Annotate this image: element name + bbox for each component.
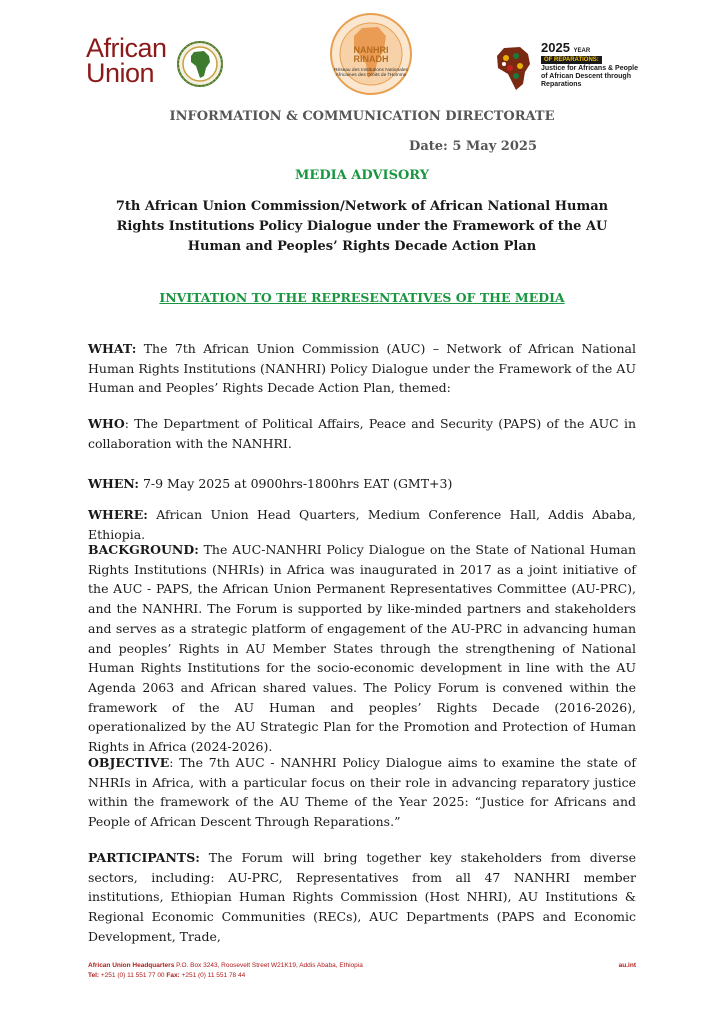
- logo-bar: [0, 12, 724, 92]
- where-section: [88, 505, 636, 544]
- nanhri-logo: [326, 12, 416, 102]
- when-label: WHEN:: [88, 476, 139, 491]
- objective-text: : The 7th AUC - NANHRI Policy Dialogue aims to examine the state of NHRIs in Africa, with a particular focus on their role in advancing reparatory justice within the framework of the AU Theme of the Year 2025: “Justice for Africans and People of African Descent Through Reparations.”: [88, 755, 636, 830]
- african-union-wordmark: African Union: [86, 33, 167, 88]
- who-label: WHO: [88, 416, 125, 431]
- year-of-reparations-logo: [490, 40, 640, 100]
- nanhri-name: NANHRI RINADH: [353, 45, 389, 64]
- advisory-date: Date: 5 May 2025: [409, 139, 537, 154]
- year-bar: OF REPARATIONS:: [541, 56, 602, 64]
- background-text: The AUC-NANHRI Policy Dialogue on the State of National Human Rights Institutions (NHRIs) in Africa was inaugurated in 2017 as a joint initiative of the AUC - PAPS, the African Union Permanent Representatives Committee (AU-PRC), and the NANHRI. The Forum is supported by like-minded partners and stakeholders and serves as a strategic platform of engagement of the AU-PRC in advancing human and peoples’ Rights in AU Member States through the strengthening of National Human Rights Institutions for the socio-economic development in line with the AU Agenda 2063 and African shared values. The Policy Forum is convened within the framework of the AU Human and peoples’ Rights Decade (2016-2026), operationalized by the AU Strategic Plan for the Promotion and Protection of Human Rights in Africa (2024-2026).: [88, 542, 636, 755]
- when-text: 7-9 May 2025 at 0900hrs-1800hrs EAT (GMT+3): [138, 476, 453, 491]
- what-text: The 7th African Union Commission (AUC) – Network of African National Human Rights Institutions (NANHRI) Policy Dialogue under the Framework of the AU Human and Peoples’ Rights Decade Action Plan, themed:: [88, 341, 636, 396]
- footer-address: African Union Headquarters P.O. Box 3243, Roosevelt Street W21K19, Addis Ababa, Ethiopia: [88, 962, 363, 969]
- where-label: WHERE:: [88, 507, 148, 522]
- participants-section: [88, 848, 636, 947]
- year-theme: Justice for Africans & People of African Descent through Reparations: [541, 65, 638, 88]
- african-union-logo: [86, 33, 236, 96]
- page-footer: [88, 961, 636, 981]
- footer-contacts: Tel: +251 (0) 11 551 77 00 Fax: +251 (0) 11 551 78 44: [88, 972, 246, 979]
- event-title: 7th African Union Commission/Network of African National Human Rights Institutions Policy Dialogue under the Framework of the AU Human and Peoples’ Rights Decade Action Plan: [115, 199, 609, 254]
- participants-text: The Forum will bring together key stakeholders from diverse sectors, including: AU-PRC, Representatives from all 47 NANHRI member institutions, Ethiopian Human Rights Commission (Host NHRI), AU Institutions & Regional Economic Communities (RECs), AUC Departments (PAPS and Economic Development, Trade,: [88, 850, 636, 944]
- directorate-heading: INFORMATION & COMMUNICATION DIRECTORATE: [169, 109, 555, 124]
- objective-label: OBJECTIVE: [88, 755, 170, 770]
- africa-figures-icon: [490, 44, 538, 92]
- nanhri-subtitle: Réseau des Institutions Nationales Africaines des Droits de l'Homme: [334, 68, 408, 79]
- when-section: [88, 474, 636, 494]
- who-section: [88, 414, 636, 453]
- what-section: [88, 339, 636, 398]
- media-advisory-heading: MEDIA ADVISORY: [295, 168, 429, 183]
- objective-section: [88, 753, 636, 832]
- background-label: BACKGROUND:: [88, 542, 199, 557]
- year-number: 2025 YEAR: [541, 40, 591, 55]
- invitation-heading: INVITATION TO THE REPRESENTATIVES OF THE MEDIA: [159, 290, 565, 305]
- background-section: [88, 540, 636, 757]
- who-text: : The Department of Political Affairs, Peace and Security (PAPS) of the AUC in collaboration with the NANHRI.: [88, 416, 636, 451]
- where-text: African Union Head Quarters, Medium Conference Hall, Addis Ababa, Ethiopia.: [88, 507, 636, 542]
- what-label: WHAT:: [88, 341, 137, 356]
- africa-emblem-icon: [176, 40, 224, 88]
- footer-website-link[interactable]: au.int: [618, 962, 636, 969]
- participants-label: PARTICIPANTS:: [88, 850, 200, 865]
